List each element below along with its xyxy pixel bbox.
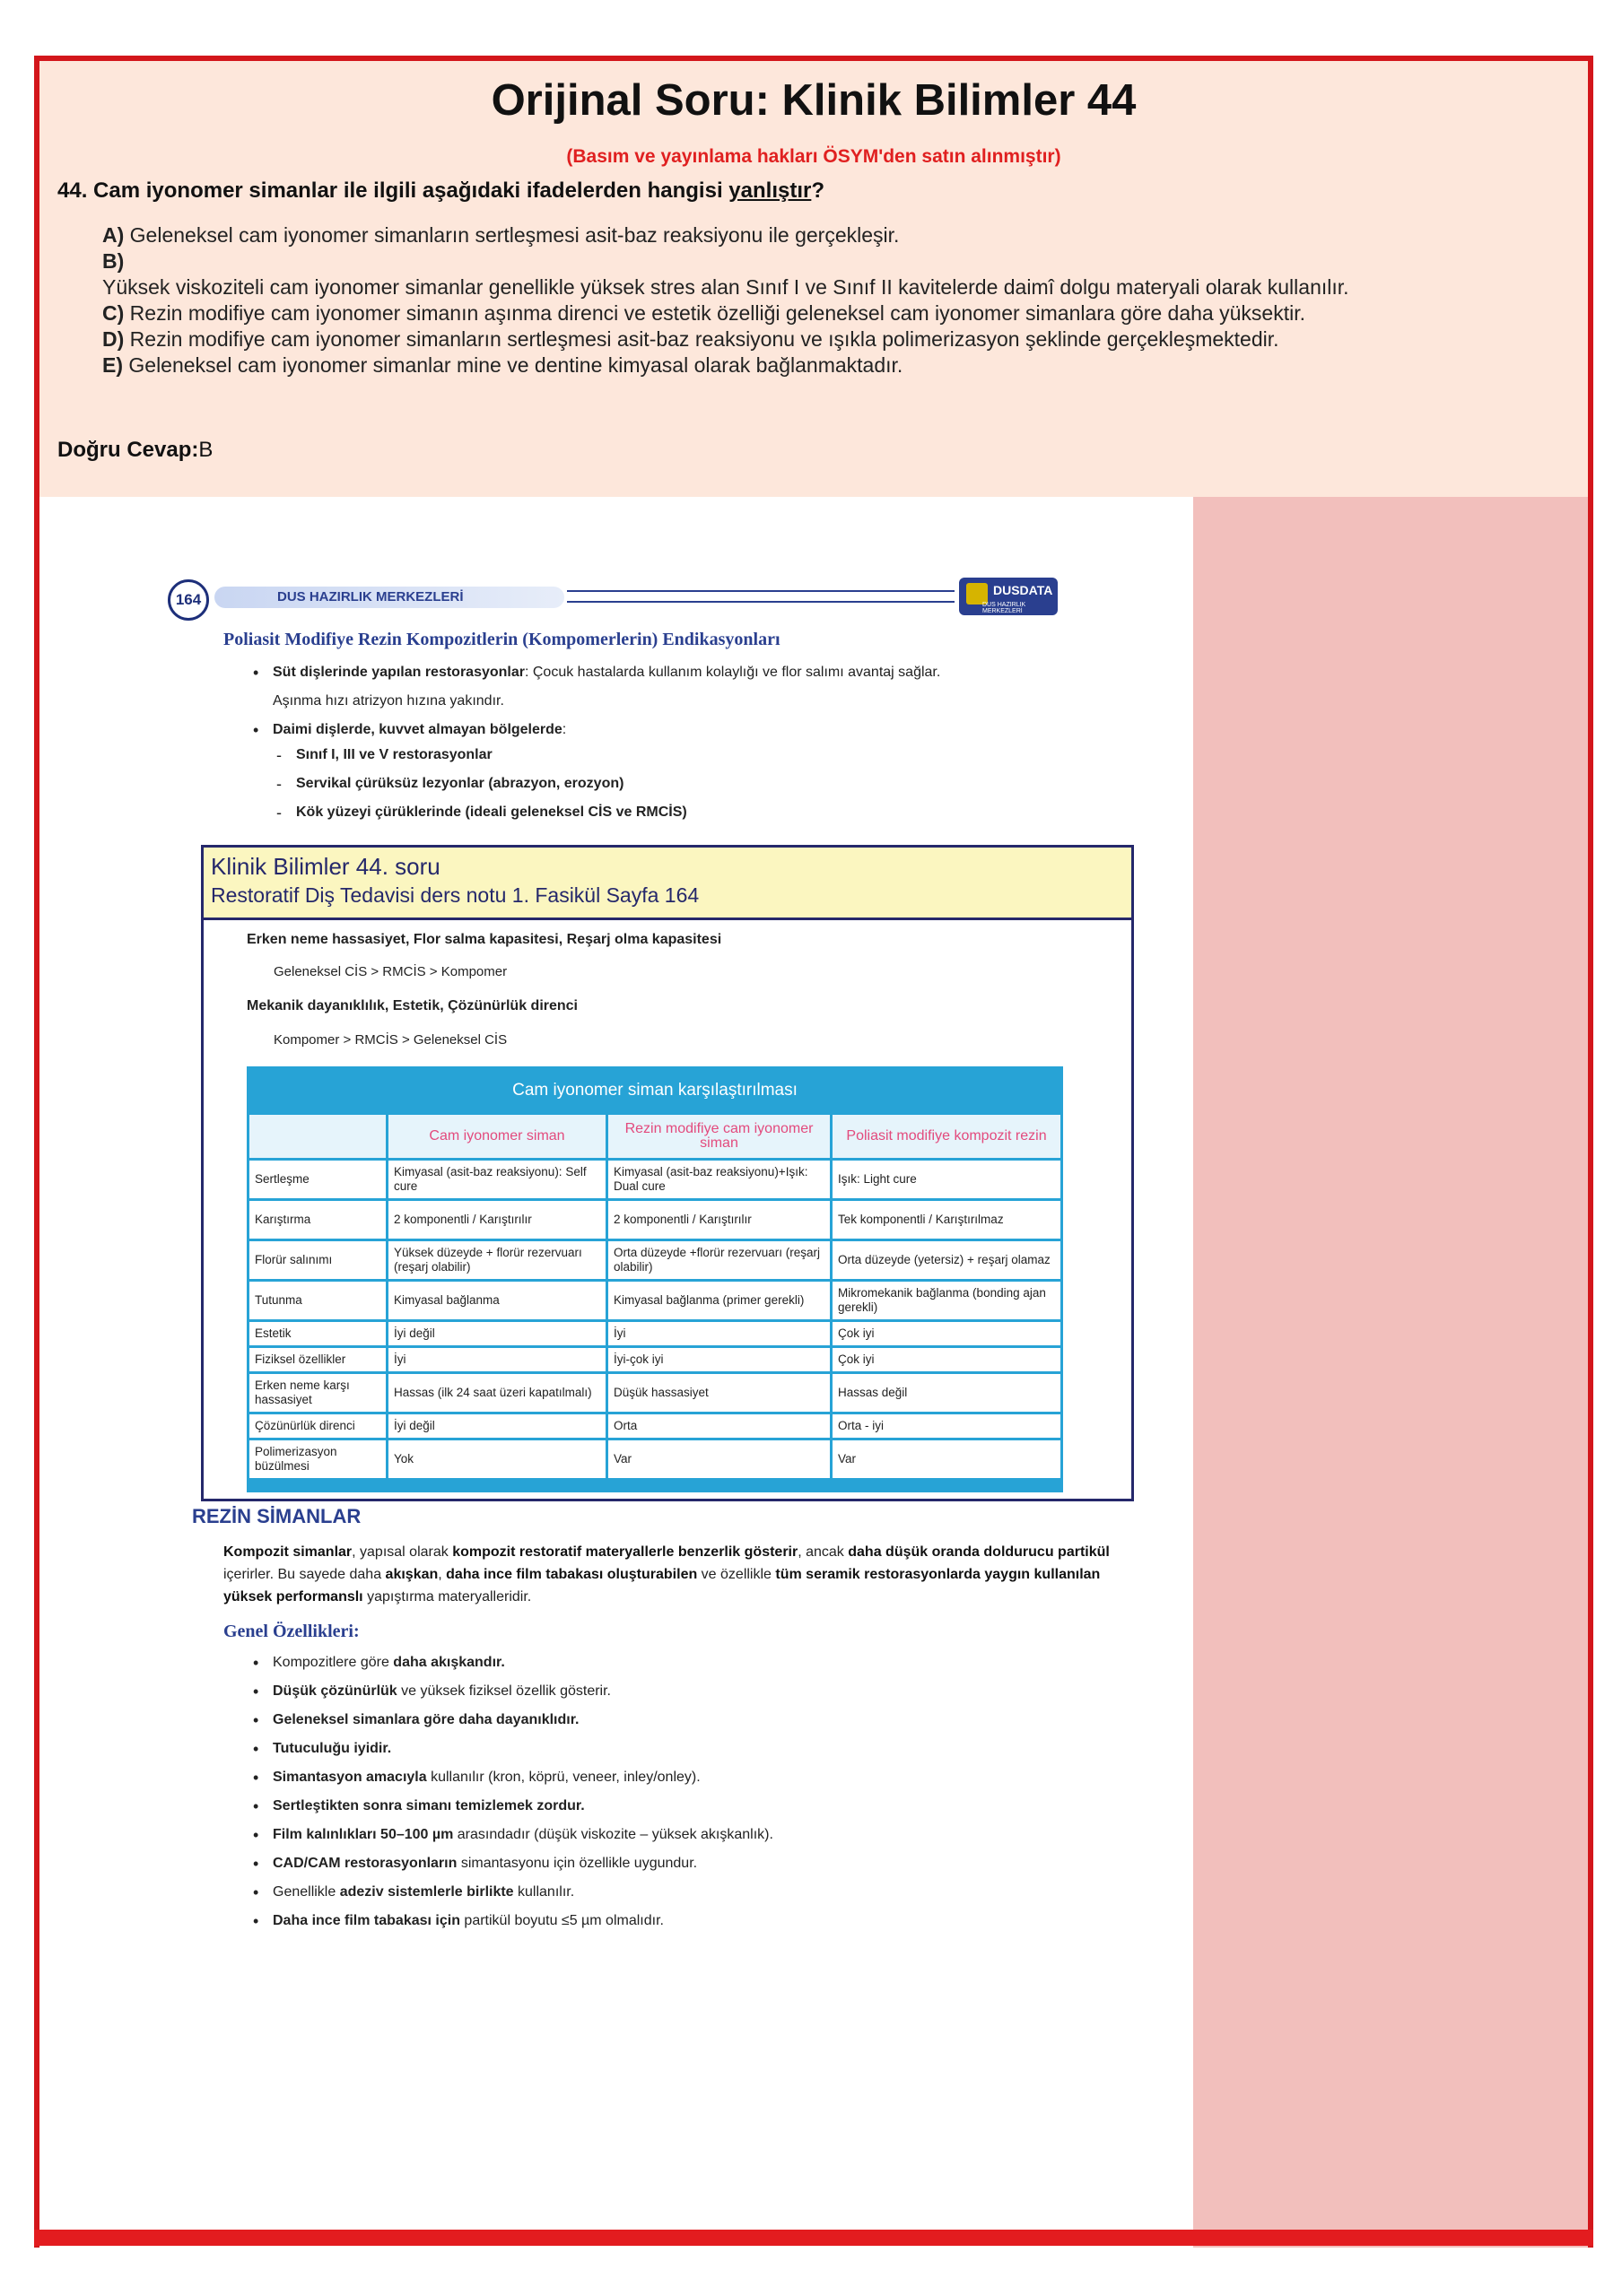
table-cell: 2 komponentli / Karıştırılır xyxy=(607,1200,832,1240)
answer-value: B xyxy=(198,438,214,462)
para-text: , ancak xyxy=(798,1544,849,1560)
question-stem-end: ? xyxy=(811,178,825,203)
kompomer-indications xyxy=(248,658,1127,744)
option-b xyxy=(102,248,1538,300)
item-bold: Süt dişlerinde yapılan restorasyonlar xyxy=(273,665,525,680)
table-cell: Yok xyxy=(388,1439,607,1480)
table-cell: Kimyasal (asit-baz reaksiyonu)+Işık: Dual cure xyxy=(607,1160,832,1200)
list-item xyxy=(248,1792,1109,1821)
question-panel xyxy=(39,61,1588,497)
item-text: : xyxy=(562,722,567,737)
list-item xyxy=(271,770,1078,798)
item-text: : Çocuk hastalarda kullanım kolaylığı ve flor salımı avantaj sağlar. xyxy=(524,665,941,680)
item-text: partikül boyutu ≤5 µm olmalıdır. xyxy=(459,1913,664,1928)
para-bold: Kompozit simanlar xyxy=(223,1544,353,1560)
para-text: , xyxy=(438,1567,447,1582)
item-text: Kompozitlere göre xyxy=(273,1655,394,1670)
column-header: Cam iyonomer siman xyxy=(388,1114,607,1160)
page-frame xyxy=(34,56,1593,2248)
option-text: Rezin modifiye cam iyonomer simanın aşınma direnci ve estetik özelliği geleneksel cam iyonomer simanlara göre daha yüksektir. xyxy=(129,301,1305,325)
item-bold: Film kalınlıkları 50–100 µm xyxy=(273,1827,454,1842)
item-bold: Tutuculuğu iyidir. xyxy=(273,1741,392,1756)
item-bold: daha akışkandır. xyxy=(393,1655,505,1670)
table-cell: Işık: Light cure xyxy=(832,1160,1062,1200)
logo-subtext: DUS HAZIRLIK MERKEZLERİ xyxy=(982,602,1026,614)
table-row xyxy=(249,1160,1062,1200)
table-cell: Polimerizasyon büzülmesi xyxy=(249,1439,388,1480)
logo-text: DUSDATA xyxy=(993,583,1053,597)
table-cell: Fiziksel özellikler xyxy=(249,1347,388,1373)
list-item xyxy=(248,1849,1109,1878)
table-row xyxy=(249,1321,1062,1347)
table-cell: Var xyxy=(832,1439,1062,1480)
rezin-simanlar-paragraph xyxy=(223,1541,1112,1608)
list-item xyxy=(248,658,1127,716)
option-letter: C) xyxy=(102,301,125,325)
table-cell: Sertleşme xyxy=(249,1160,388,1200)
option-letter: B) xyxy=(102,249,125,273)
para-bold: daha düşük oranda doldurucu partikül xyxy=(848,1544,1110,1560)
list-item xyxy=(248,1648,1109,1677)
option-e xyxy=(102,352,1538,378)
list-item xyxy=(248,1735,1109,1763)
option-d xyxy=(102,326,1538,352)
column-header: Poliasit modifiye kompozit rezin xyxy=(832,1114,1062,1160)
answer-options xyxy=(102,222,1538,378)
comparison-table xyxy=(247,1066,1063,1492)
list-item xyxy=(248,1677,1109,1706)
table-cell: Çok iyi xyxy=(832,1321,1062,1347)
option-letter: A) xyxy=(102,223,125,247)
table-cell: Hassas (ilk 24 saat üzeri kapatılmalı) xyxy=(388,1373,607,1413)
para-text: yapıştırma materyalleridir. xyxy=(362,1589,532,1605)
para-bold: tüm seramik restorasyonlarda yaygın kullanılan yüksek performanslı xyxy=(223,1567,1101,1605)
option-text: Rezin modifiye cam iyonomer simanların sertleşmesi asit-baz reaksiyonu ve ışıkla polimerizasyon şeklinde gerçekleşmektedir. xyxy=(129,327,1279,351)
item-text: ve yüksek fiziksel özellik gösterir. xyxy=(397,1683,611,1699)
table-cell: Tek komponentli / Karıştırılmaz xyxy=(832,1200,1062,1240)
option-letter: E) xyxy=(102,353,123,377)
option-text: Yüksek viskoziteli cam iyonomer simanlar genellikle yüksek stres alan Sınıf I ve Sınıf II kavitelerde daimî dolgu materyali olarak kullanılır. xyxy=(102,275,1349,299)
list-item xyxy=(248,1763,1109,1792)
table-cell: Kimyasal bağlanma xyxy=(388,1281,607,1321)
table-cell: Orta düzeyde (yetersiz) + reşarj olamaz xyxy=(832,1240,1062,1281)
list-item xyxy=(271,741,1078,770)
dusdata-logo xyxy=(959,578,1058,615)
reference-note-box xyxy=(201,845,1134,1501)
table-row xyxy=(249,1281,1062,1321)
table-cell: Yüksek düzeyde + florür rezervuarı (reşarj olabilir) xyxy=(388,1240,607,1281)
item-bold: Kök yüzeyi çürüklerinde (ideali geleneksel CİS ve RMCİS) xyxy=(296,804,687,820)
item-bold: Geleneksel simanlara göre daha dayanıklıdır. xyxy=(273,1712,580,1727)
question-title: Orijinal Soru: Klinik Bilimler 44 xyxy=(491,76,1137,125)
item-text: simantasyonu için özellikle uygundur. xyxy=(457,1856,698,1871)
note-line-1: Geleneksel CİS > RMCİS > Kompomer xyxy=(274,964,508,979)
copyright-note: (Basım ve yayınlama hakları ÖSYM'den satın alınmıştır) xyxy=(566,146,1061,167)
column-header: Rezin modifiye cam iyonomer siman xyxy=(607,1114,832,1160)
list-item xyxy=(248,1907,1109,1935)
note-header xyxy=(204,848,1131,920)
item-text: arasındadır (düşük viskozite – yüksek akışkanlık). xyxy=(453,1827,773,1842)
para-bold: kompozit restoratif materyallerle benzerlik gösterir xyxy=(452,1544,798,1560)
table-cell: Çok iyi xyxy=(832,1347,1062,1373)
table-cell: Tutunma xyxy=(249,1281,388,1321)
question-number: 44. xyxy=(57,178,88,203)
list-item xyxy=(248,1821,1109,1849)
header-rule xyxy=(567,590,955,603)
table-row xyxy=(249,1200,1062,1240)
item-bold: Düşük çözünürlük xyxy=(273,1683,397,1699)
item-bold: adeziv sistemlerle birlikte xyxy=(339,1884,514,1900)
item-bold: Simantasyon amacıyla xyxy=(273,1770,427,1785)
option-text: Geleneksel cam iyonomer simanların sertleşmesi asit-baz reaksiyonu ile gerçekleşir. xyxy=(129,223,900,247)
bottom-red-bar xyxy=(34,2230,1593,2246)
note-heading-1: Erken neme hassasiyet, Flor salma kapasitesi, Reşarj olma kapasitesi xyxy=(247,932,722,947)
table-cell: İyi değil xyxy=(388,1321,607,1347)
list-item xyxy=(271,798,1078,827)
option-c xyxy=(102,300,1538,326)
answer-label: Doğru Cevap: xyxy=(57,438,199,462)
table-cell: İyi değil xyxy=(388,1413,607,1439)
table-row xyxy=(249,1413,1062,1439)
item-bold: Daimi dişlerde, kuvvet almayan bölgelerde xyxy=(273,722,562,737)
para-bold: akışkan xyxy=(385,1567,439,1582)
list-item xyxy=(248,1706,1109,1735)
para-text: , yapısal olarak xyxy=(352,1544,453,1560)
table-cell: Var xyxy=(607,1439,832,1480)
table-cell: Orta xyxy=(607,1413,832,1439)
question-stem-text: Cam iyonomer simanlar ile ilgili aşağıdaki ifadelerden hangisi xyxy=(93,178,723,203)
genel-ozellikler-list xyxy=(248,1648,1109,1935)
table-cell: Erken neme karşı hassasiyet xyxy=(249,1373,388,1413)
table-cell: Mikromekanik bağlanma (bonding ajan gerekli) xyxy=(832,1281,1062,1321)
table-cell: Orta düzeyde +florür rezervuarı (reşarj olabilir) xyxy=(607,1240,832,1281)
section-genel-ozellikler-title: Genel Özellikleri: xyxy=(223,1622,360,1641)
side-margin-panel xyxy=(1193,497,1588,2248)
book-header: DUS HAZIRLIK MERKEZLERİ xyxy=(214,587,564,608)
table-cell: 2 komponentli / Karıştırılır xyxy=(388,1200,607,1240)
column-header xyxy=(249,1114,388,1160)
table-cell: Düşük hassasiyet xyxy=(607,1373,832,1413)
table-cell: Estetik xyxy=(249,1321,388,1347)
item-bold: CAD/CAM restorasyonların xyxy=(273,1856,458,1871)
item-text: kullanılır (kron, köprü, veneer, inley/onley). xyxy=(426,1770,701,1785)
table-cell: Florür salınımı xyxy=(249,1240,388,1281)
correct-answer xyxy=(57,438,213,463)
para-bold: daha ince film tabakası oluşturabilen xyxy=(446,1567,698,1582)
page-number-badge: 164 xyxy=(168,579,209,621)
section-rezin-simanlar-title: REZİN SİMANLAR xyxy=(192,1505,362,1527)
table-cell: Orta - iyi xyxy=(832,1413,1062,1439)
table-cell: Kimyasal bağlanma (primer gerekli) xyxy=(607,1281,832,1321)
question-stem-underlined: yanlıştır xyxy=(728,178,812,203)
table-row xyxy=(249,1373,1062,1413)
item-bold: Servikal çürüksüz lezyonlar (abrazyon, erozyon) xyxy=(296,776,624,791)
item-bold: Sertleştikten sonra simanı temizlemek zordur. xyxy=(273,1798,585,1813)
option-letter: D) xyxy=(102,327,125,351)
table-cell: Hassas değil xyxy=(832,1373,1062,1413)
table-row xyxy=(249,1240,1062,1281)
note-heading-2: Mekanik dayanıklılık, Estetik, Çözünürlük direnci xyxy=(247,998,578,1013)
table-cell: Karıştırma xyxy=(249,1200,388,1240)
question-stem xyxy=(57,178,824,204)
note-line-2: Kompomer > RMCİS > Geleneksel CİS xyxy=(274,1032,508,1048)
option-text: Geleneksel cam iyonomer simanlar mine ve dentine kimyasal olarak bağlanmaktadır. xyxy=(128,353,903,377)
section-kompomer-title: Poliasit Modifiye Rezin Kompozitlerin (Kompomerlerin) Endikasyonları xyxy=(223,630,780,649)
list-item xyxy=(248,1878,1109,1907)
table-cell: Çözünürlük direnci xyxy=(249,1413,388,1439)
table-cell: İyi xyxy=(388,1347,607,1373)
table-cell: İyi xyxy=(607,1321,832,1347)
table-cell: İyi-çok iyi xyxy=(607,1347,832,1373)
item-text: kullanılır. xyxy=(513,1884,575,1900)
kompomer-sub-list xyxy=(271,741,1078,827)
table-row xyxy=(249,1439,1062,1480)
para-text: içerirler. Bu sayede daha xyxy=(223,1567,386,1582)
item-text-line2: Aşınma hızı atrizyon hızına yakındır. xyxy=(273,693,504,709)
option-a xyxy=(102,222,1538,248)
table-cell: Kimyasal (asit-baz reaksiyonu): Self cure xyxy=(388,1160,607,1200)
table-footer-bar xyxy=(249,1480,1062,1492)
item-bold: Sınıf I, III ve V restorasyonlar xyxy=(296,747,493,762)
item-text: Genellikle xyxy=(273,1884,340,1900)
note-title: Klinik Bilimler 44. soru xyxy=(211,853,440,880)
table-caption: Cam iyonomer siman karşılaştırılması xyxy=(249,1068,1062,1114)
table-row xyxy=(249,1347,1062,1373)
book-page xyxy=(39,497,1193,2248)
item-bold: Daha ince film tabakası için xyxy=(273,1913,460,1928)
note-subtitle: Restoratif Diş Tedavisi ders notu 1. Fasikül Sayfa 164 xyxy=(211,883,700,907)
para-text: ve özellikle xyxy=(697,1567,776,1582)
